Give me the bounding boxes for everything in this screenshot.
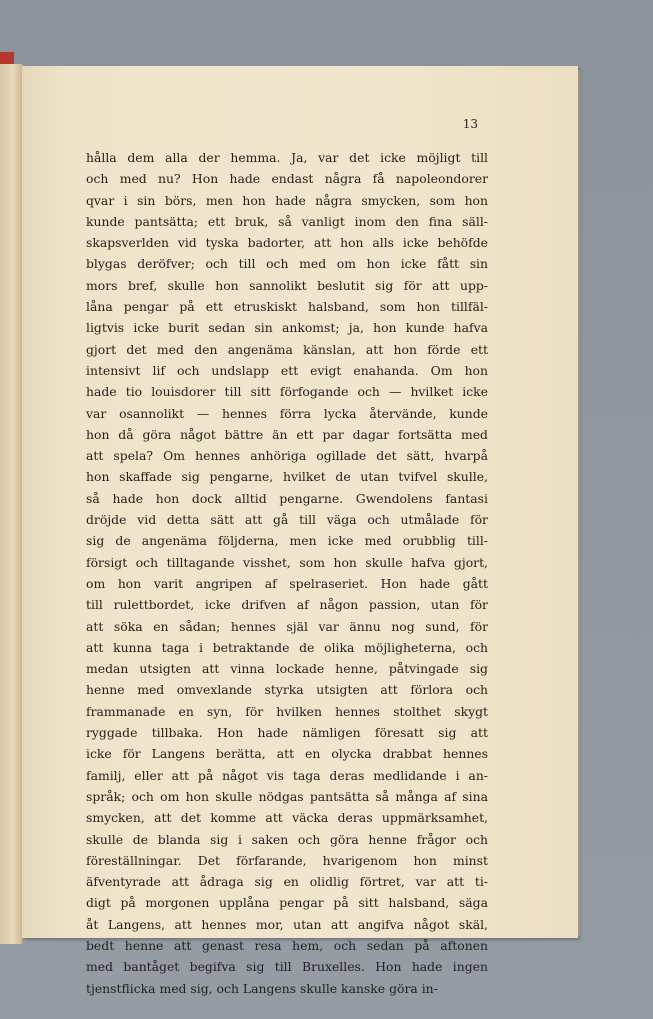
text-line: så hade hon dock alltid pengarne. Gwendolens fantasi <box>86 490 488 506</box>
text-line: digt på morgonen upplåna pengar på sitt halsband, säga <box>86 895 488 911</box>
page-number: 13 <box>462 117 478 131</box>
text-line: hon skaffade sig pengarne, hvilket de utan tvifvel skulle, <box>86 469 488 485</box>
text-line: frammanade en syn, för hvilken hennes stolthet skygt <box>86 703 488 719</box>
text-line: intensivt lif och undslapp ett evigt enahanda. Om hon <box>86 362 488 378</box>
text-line: ryggade tillbaka. Hon hade nämligen föresatt sig att <box>86 725 488 741</box>
text-line: gjort det med den angenäma känslan, att hon förde ett <box>86 341 488 357</box>
text-line: henne med omvexlande styrka utsigten att förlora och <box>86 682 488 698</box>
book-spine-edge <box>0 64 23 944</box>
body-text <box>86 147 488 999</box>
text-line: blygas deröfver; och till och med om hon icke fått sin <box>86 256 488 272</box>
text-line: icke för Langens berätta, att en olycka drabbat hennes <box>86 746 488 762</box>
text-line: att kunna taga i betraktande de olika möjligheterna, och <box>86 639 488 655</box>
text-line: hon då göra något bättre än ett par dagar fortsätta med <box>86 426 488 442</box>
text-line: hade tio louisdorer till sitt förfogande och — hvilket icke <box>86 384 488 400</box>
text-line: och med nu? Hon hade endast några få napoleondorer <box>86 171 488 187</box>
text-line: ligtvis icke burit sedan sin ankomst; ja, hon kunde hafva <box>86 320 488 336</box>
text-line: med bantåget begifva sig till Bruxelles. Hon hade ingen <box>86 959 488 975</box>
text-line: hålla dem alla der hemma. Ja, var det icke möjligt till <box>86 150 488 165</box>
text-line: åt Langens, att hennes mor, utan att angifva något skäl, <box>86 916 488 932</box>
text-line: sig de angenäma följderna, men icke med orubblig till- <box>86 533 488 549</box>
text-line: bedt henne att genast resa hem, och sedan på aftonen <box>86 937 488 953</box>
text-line: låna pengar på ett etruskiskt halsband, som hon tillfäl- <box>86 299 488 315</box>
text-line: språk; och om hon skulle nödgas pantsätta så många af sina <box>86 788 488 804</box>
text-line: skapsverlden vid tyska badorter, att hon alls icke behöfde <box>86 235 488 251</box>
text-line: medan utsigten att vinna lockade henne, påtvingade sig <box>86 661 488 677</box>
text-line: föreställningar. Det förfarande, hvarigenom hon minst <box>86 852 488 868</box>
text-line: var osannolikt — hennes förra lycka återvände, kunde <box>86 405 488 421</box>
text-line: dröjde vid detta sätt att gå till väga och utmålade för <box>86 512 488 528</box>
text-line: mors bref, skulle hon sannolikt beslutit sig för att upp- <box>86 277 488 293</box>
text-line: att söka en sådan; hennes själ var ännu nog sund, för <box>86 618 488 634</box>
text-line: familj, eller att på något vis taga deras medlidande i an- <box>86 767 488 783</box>
text-line: att spela? Om hennes anhöriga ogillade det sätt, hvarpå <box>86 448 488 464</box>
text-line: om hon varit angripen af spelraseriet. Hon hade gått <box>86 575 488 591</box>
text-line: tjenstflicka med sig, och Langens skulle kanske göra in- <box>86 980 438 996</box>
text-line: skulle de blanda sig i saken och göra henne frågor och <box>86 831 488 847</box>
text-line: smycken, att det komme att väcka deras uppmärksamhet, <box>86 810 488 826</box>
text-line: qvar i sin börs, men hon hade några smycken, som hon <box>86 192 488 208</box>
text-line: kunde pantsätta; ett bruk, så vanligt inom den fina säll- <box>86 213 488 229</box>
text-line: äfventyrade att ådraga sig en olidlig förtret, var att ti- <box>86 874 488 890</box>
text-line: till rulettbordet, icke drifven af någon passion, utan för <box>86 597 488 613</box>
text-line: försigt och tilltagande visshet, som hon skulle hafva gjort, <box>86 554 488 570</box>
